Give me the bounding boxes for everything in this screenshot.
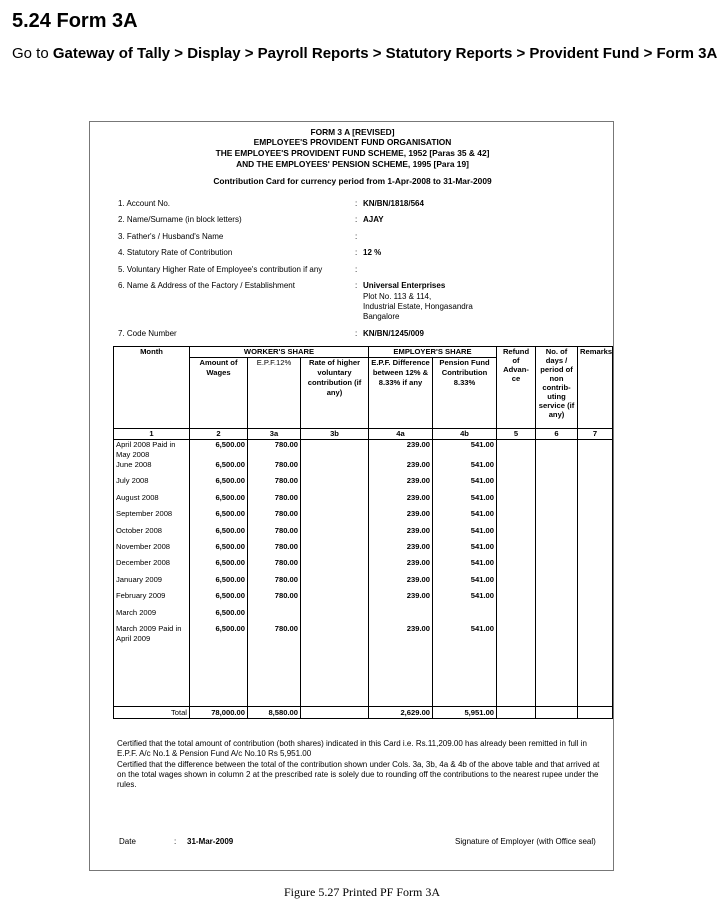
row-remarks xyxy=(578,542,613,558)
row-pension: 541.00 xyxy=(433,460,497,476)
contribution-table xyxy=(113,346,613,719)
month-header: Month xyxy=(114,347,190,429)
field-value: KN/BN/1818/564 xyxy=(363,199,424,208)
row-month: February 2009 xyxy=(114,591,190,607)
row-pension: 541.00 xyxy=(433,476,497,492)
table-row xyxy=(114,460,613,476)
col-number: 3a xyxy=(248,429,301,440)
row-voluntary xyxy=(301,509,369,525)
row-difference: 239.00 xyxy=(369,526,433,542)
row-epf: 780.00 xyxy=(248,558,301,574)
table-row xyxy=(114,608,613,624)
row-difference: 239.00 xyxy=(369,624,433,644)
row-voluntary xyxy=(301,575,369,591)
field-value: KN/BN/1245/009 xyxy=(363,329,424,338)
col-number: 3b xyxy=(301,429,369,440)
field-value: AJAY xyxy=(363,215,384,224)
row-pension: 541.00 xyxy=(433,493,497,509)
row-epf: 780.00 xyxy=(248,575,301,591)
nav-path: Gateway of Tally > Display > Payroll Reports > Statutory Reports > Provident Fund > Form 3A xyxy=(52,45,718,62)
contribution-period: Contribution Card for currency period from 1-Apr-2008 to 31-Mar-2009 xyxy=(213,176,492,186)
field-colon: : xyxy=(355,265,358,274)
row-non-contrib xyxy=(536,575,578,591)
row-difference: 239.00 xyxy=(369,509,433,525)
table-row xyxy=(114,542,613,558)
row-remarks xyxy=(578,575,613,591)
col-number: 7 xyxy=(578,429,613,440)
row-month: March 2009 xyxy=(114,608,190,624)
footer-date-colon: : xyxy=(174,837,177,846)
row-refund xyxy=(497,542,536,558)
row-epf: 780.00 xyxy=(248,509,301,525)
row-voluntary xyxy=(301,608,369,624)
row-refund xyxy=(497,526,536,542)
row-month: October 2008 xyxy=(114,526,190,542)
row-month: August 2008 xyxy=(114,493,190,509)
table-row xyxy=(114,493,613,509)
total-voluntary xyxy=(301,706,369,718)
row-voluntary xyxy=(301,440,369,461)
row-non-contrib xyxy=(536,509,578,525)
total-pension: 5,951.00 xyxy=(433,706,497,718)
col-number: 6 xyxy=(536,429,578,440)
row-month: April 2008 Paid in May 2008 xyxy=(114,440,190,461)
total-non-contrib xyxy=(536,706,578,718)
row-pension: 541.00 xyxy=(433,575,497,591)
row-voluntary xyxy=(301,526,369,542)
voluntary-header: Rate of higher voluntary contribution (if any) xyxy=(301,358,369,429)
field-colon: : xyxy=(355,199,358,208)
row-difference: 239.00 xyxy=(369,440,433,461)
table-filler-row xyxy=(114,644,613,707)
row-refund xyxy=(497,476,536,492)
col-number: 4a xyxy=(369,429,433,440)
row-remarks xyxy=(578,608,613,624)
employers-share-header: EMPLOYER'S SHARE xyxy=(369,347,497,358)
row-wages: 6,500.00 xyxy=(190,608,248,624)
row-pension: 541.00 xyxy=(433,624,497,644)
row-epf: 780.00 xyxy=(248,440,301,461)
row-refund xyxy=(497,493,536,509)
row-remarks xyxy=(578,526,613,542)
row-difference: 239.00 xyxy=(369,542,433,558)
row-non-contrib xyxy=(536,493,578,509)
row-wages: 6,500.00 xyxy=(190,440,248,461)
row-voluntary xyxy=(301,460,369,476)
row-voluntary xyxy=(301,591,369,607)
row-epf: 780.00 xyxy=(248,624,301,644)
certification-remittance: Certified that the total amount of contribution (both shares) indicated in this Card i.e. Rs.11,209.00 has already been remitted in full in E.P.F. A/c No.1 & Pension Fund A/c No.10 Rs 5,951.00 xyxy=(117,739,587,758)
field-value: Universal Enterprises xyxy=(363,281,446,290)
row-remarks xyxy=(578,460,613,476)
navigation-path xyxy=(12,41,720,67)
col-number: 2 xyxy=(190,429,248,440)
table-row xyxy=(114,575,613,591)
row-refund xyxy=(497,608,536,624)
row-refund xyxy=(497,591,536,607)
row-month: June 2008 xyxy=(114,460,190,476)
row-remarks xyxy=(578,591,613,607)
row-remarks xyxy=(578,440,613,461)
row-remarks xyxy=(578,509,613,525)
group-header-row xyxy=(114,347,613,358)
scheme-line-1: THE EMPLOYEE'S PROVIDENT FUND SCHEME, 1952 [Paras 35 & 42] xyxy=(215,148,490,158)
field-colon: : xyxy=(355,281,358,290)
row-non-contrib xyxy=(536,440,578,461)
total-difference: 2,629.00 xyxy=(369,706,433,718)
address-line: Industrial Estate, Hongasandra xyxy=(363,302,473,311)
row-refund xyxy=(497,460,536,476)
row-difference xyxy=(369,608,433,624)
field-label: 1. Account No. xyxy=(118,199,171,208)
row-difference: 239.00 xyxy=(369,476,433,492)
wages-header: Amount of Wages xyxy=(190,358,248,429)
footer-date-label: Date xyxy=(119,837,136,846)
row-wages: 6,500.00 xyxy=(190,509,248,525)
field-colon: : xyxy=(355,215,358,224)
row-non-contrib xyxy=(536,460,578,476)
field-label: 7. Code Number xyxy=(118,329,177,338)
column-number-row xyxy=(114,429,613,440)
pension-header: Pension Fund Contribution 8.33% xyxy=(433,358,497,429)
non-contrib-header: No. of days / period of non contrib-uting service (if any) xyxy=(536,347,578,429)
field-label: 2. Name/Surname (in block letters) xyxy=(118,215,242,224)
row-wages: 6,500.00 xyxy=(190,460,248,476)
form-title: FORM 3 A [REVISED] xyxy=(310,127,395,137)
row-epf: 780.00 xyxy=(248,591,301,607)
table-row xyxy=(114,509,613,525)
org-name: EMPLOYEE'S PROVIDENT FUND ORGANISATION xyxy=(253,137,452,147)
row-pension xyxy=(433,608,497,624)
row-voluntary xyxy=(301,558,369,574)
table-row xyxy=(114,558,613,574)
total-epf: 8,580.00 xyxy=(248,706,301,718)
row-difference: 239.00 xyxy=(369,591,433,607)
row-month: September 2008 xyxy=(114,509,190,525)
col-number: 1 xyxy=(114,429,190,440)
total-remarks xyxy=(578,706,613,718)
row-non-contrib xyxy=(536,476,578,492)
field-colon: : xyxy=(355,329,358,338)
row-pension: 541.00 xyxy=(433,591,497,607)
row-voluntary xyxy=(301,493,369,509)
row-difference: 239.00 xyxy=(369,558,433,574)
row-refund xyxy=(497,624,536,644)
row-pension: 541.00 xyxy=(433,558,497,574)
row-remarks xyxy=(578,558,613,574)
address-line: Plot No. 113 & 114, xyxy=(363,292,432,301)
row-remarks xyxy=(578,476,613,492)
row-refund xyxy=(497,558,536,574)
row-non-contrib xyxy=(536,558,578,574)
total-refund xyxy=(497,706,536,718)
total-row xyxy=(114,706,613,718)
address-line: Bangalore xyxy=(363,312,400,321)
epf-difference-header: E.P.F. Difference between 12% & 8.33% if any xyxy=(369,358,433,429)
row-wages: 6,500.00 xyxy=(190,542,248,558)
row-month: March 2009 Paid in April 2009 xyxy=(114,624,190,644)
row-difference: 239.00 xyxy=(369,460,433,476)
row-remarks xyxy=(578,624,613,644)
row-epf: 780.00 xyxy=(248,526,301,542)
row-voluntary xyxy=(301,476,369,492)
row-epf: 780.00 xyxy=(248,542,301,558)
row-difference: 239.00 xyxy=(369,493,433,509)
row-refund xyxy=(497,575,536,591)
row-wages: 6,500.00 xyxy=(190,624,248,644)
row-wages: 6,500.00 xyxy=(190,526,248,542)
row-difference: 239.00 xyxy=(369,575,433,591)
row-wages: 6,500.00 xyxy=(190,493,248,509)
col-number: 5 xyxy=(497,429,536,440)
row-refund xyxy=(497,509,536,525)
field-colon: : xyxy=(355,232,358,241)
row-voluntary xyxy=(301,624,369,644)
row-non-contrib xyxy=(536,591,578,607)
scheme-line-2: AND THE EMPLOYEES' PENSION SCHEME, 1995 [Para 19] xyxy=(236,159,469,169)
total-label: Total xyxy=(114,706,190,718)
table-row xyxy=(114,440,613,461)
table-row xyxy=(114,476,613,492)
figure-caption: Figure 5.27 Printed PF Form 3A xyxy=(283,885,440,899)
row-pension: 541.00 xyxy=(433,542,497,558)
row-non-contrib xyxy=(536,624,578,644)
row-wages: 6,500.00 xyxy=(190,476,248,492)
row-wages: 6,500.00 xyxy=(190,575,248,591)
row-pension: 541.00 xyxy=(433,509,497,525)
row-epf xyxy=(248,608,301,624)
table-row xyxy=(114,526,613,542)
row-pension: 541.00 xyxy=(433,526,497,542)
row-month: December 2008 xyxy=(114,558,190,574)
row-month: November 2008 xyxy=(114,542,190,558)
section-title: 5.24 Form 3A xyxy=(12,10,138,32)
epf-header: E.P.F.12% xyxy=(248,358,301,429)
row-month: July 2008 xyxy=(114,476,190,492)
col-number: 4b xyxy=(433,429,497,440)
field-label: 4. Statutory Rate of Contribution xyxy=(118,248,233,257)
row-wages: 6,500.00 xyxy=(190,591,248,607)
row-voluntary xyxy=(301,542,369,558)
row-pension: 541.00 xyxy=(433,440,497,461)
row-refund xyxy=(497,440,536,461)
field-colon: : xyxy=(355,248,358,257)
refund-header: Refund of Advan-ce xyxy=(497,347,536,429)
row-non-contrib xyxy=(536,542,578,558)
row-epf: 780.00 xyxy=(248,476,301,492)
employer-signature: Signature of Employer (with Office seal) xyxy=(455,837,596,846)
footer-date-value: 31-Mar-2009 xyxy=(187,837,234,846)
table-row xyxy=(114,591,613,607)
field-label: 6. Name & Address of the Factory / Establishment xyxy=(118,281,295,290)
table-row xyxy=(114,624,613,644)
row-epf: 780.00 xyxy=(248,460,301,476)
total-wages: 78,000.00 xyxy=(190,706,248,718)
row-non-contrib xyxy=(536,526,578,542)
row-remarks xyxy=(578,493,613,509)
row-non-contrib xyxy=(536,608,578,624)
workers-share-header: WORKER'S SHARE xyxy=(190,347,369,358)
field-value: 12 % xyxy=(363,248,382,257)
row-wages: 6,500.00 xyxy=(190,558,248,574)
certification-rounding: Certified that the difference between the total of the contribution shown under Cols. 3a, 3b, 4a & 4b of the above table and that arrived at on the total wages shown in column 2 at the prescribed rate is solely due to rounding off the contributions to the nearest rupee under the rules. xyxy=(117,760,600,789)
field-label: 3. Father's / Husband's Name xyxy=(118,232,224,241)
field-label: 5. Voluntary Higher Rate of Employee's contribution if any xyxy=(118,265,323,274)
nav-prefix: Go to xyxy=(12,45,53,62)
row-month: January 2009 xyxy=(114,575,190,591)
form-3a-document xyxy=(89,121,614,871)
remarks-header: Remarks xyxy=(578,347,613,429)
row-epf: 780.00 xyxy=(248,493,301,509)
